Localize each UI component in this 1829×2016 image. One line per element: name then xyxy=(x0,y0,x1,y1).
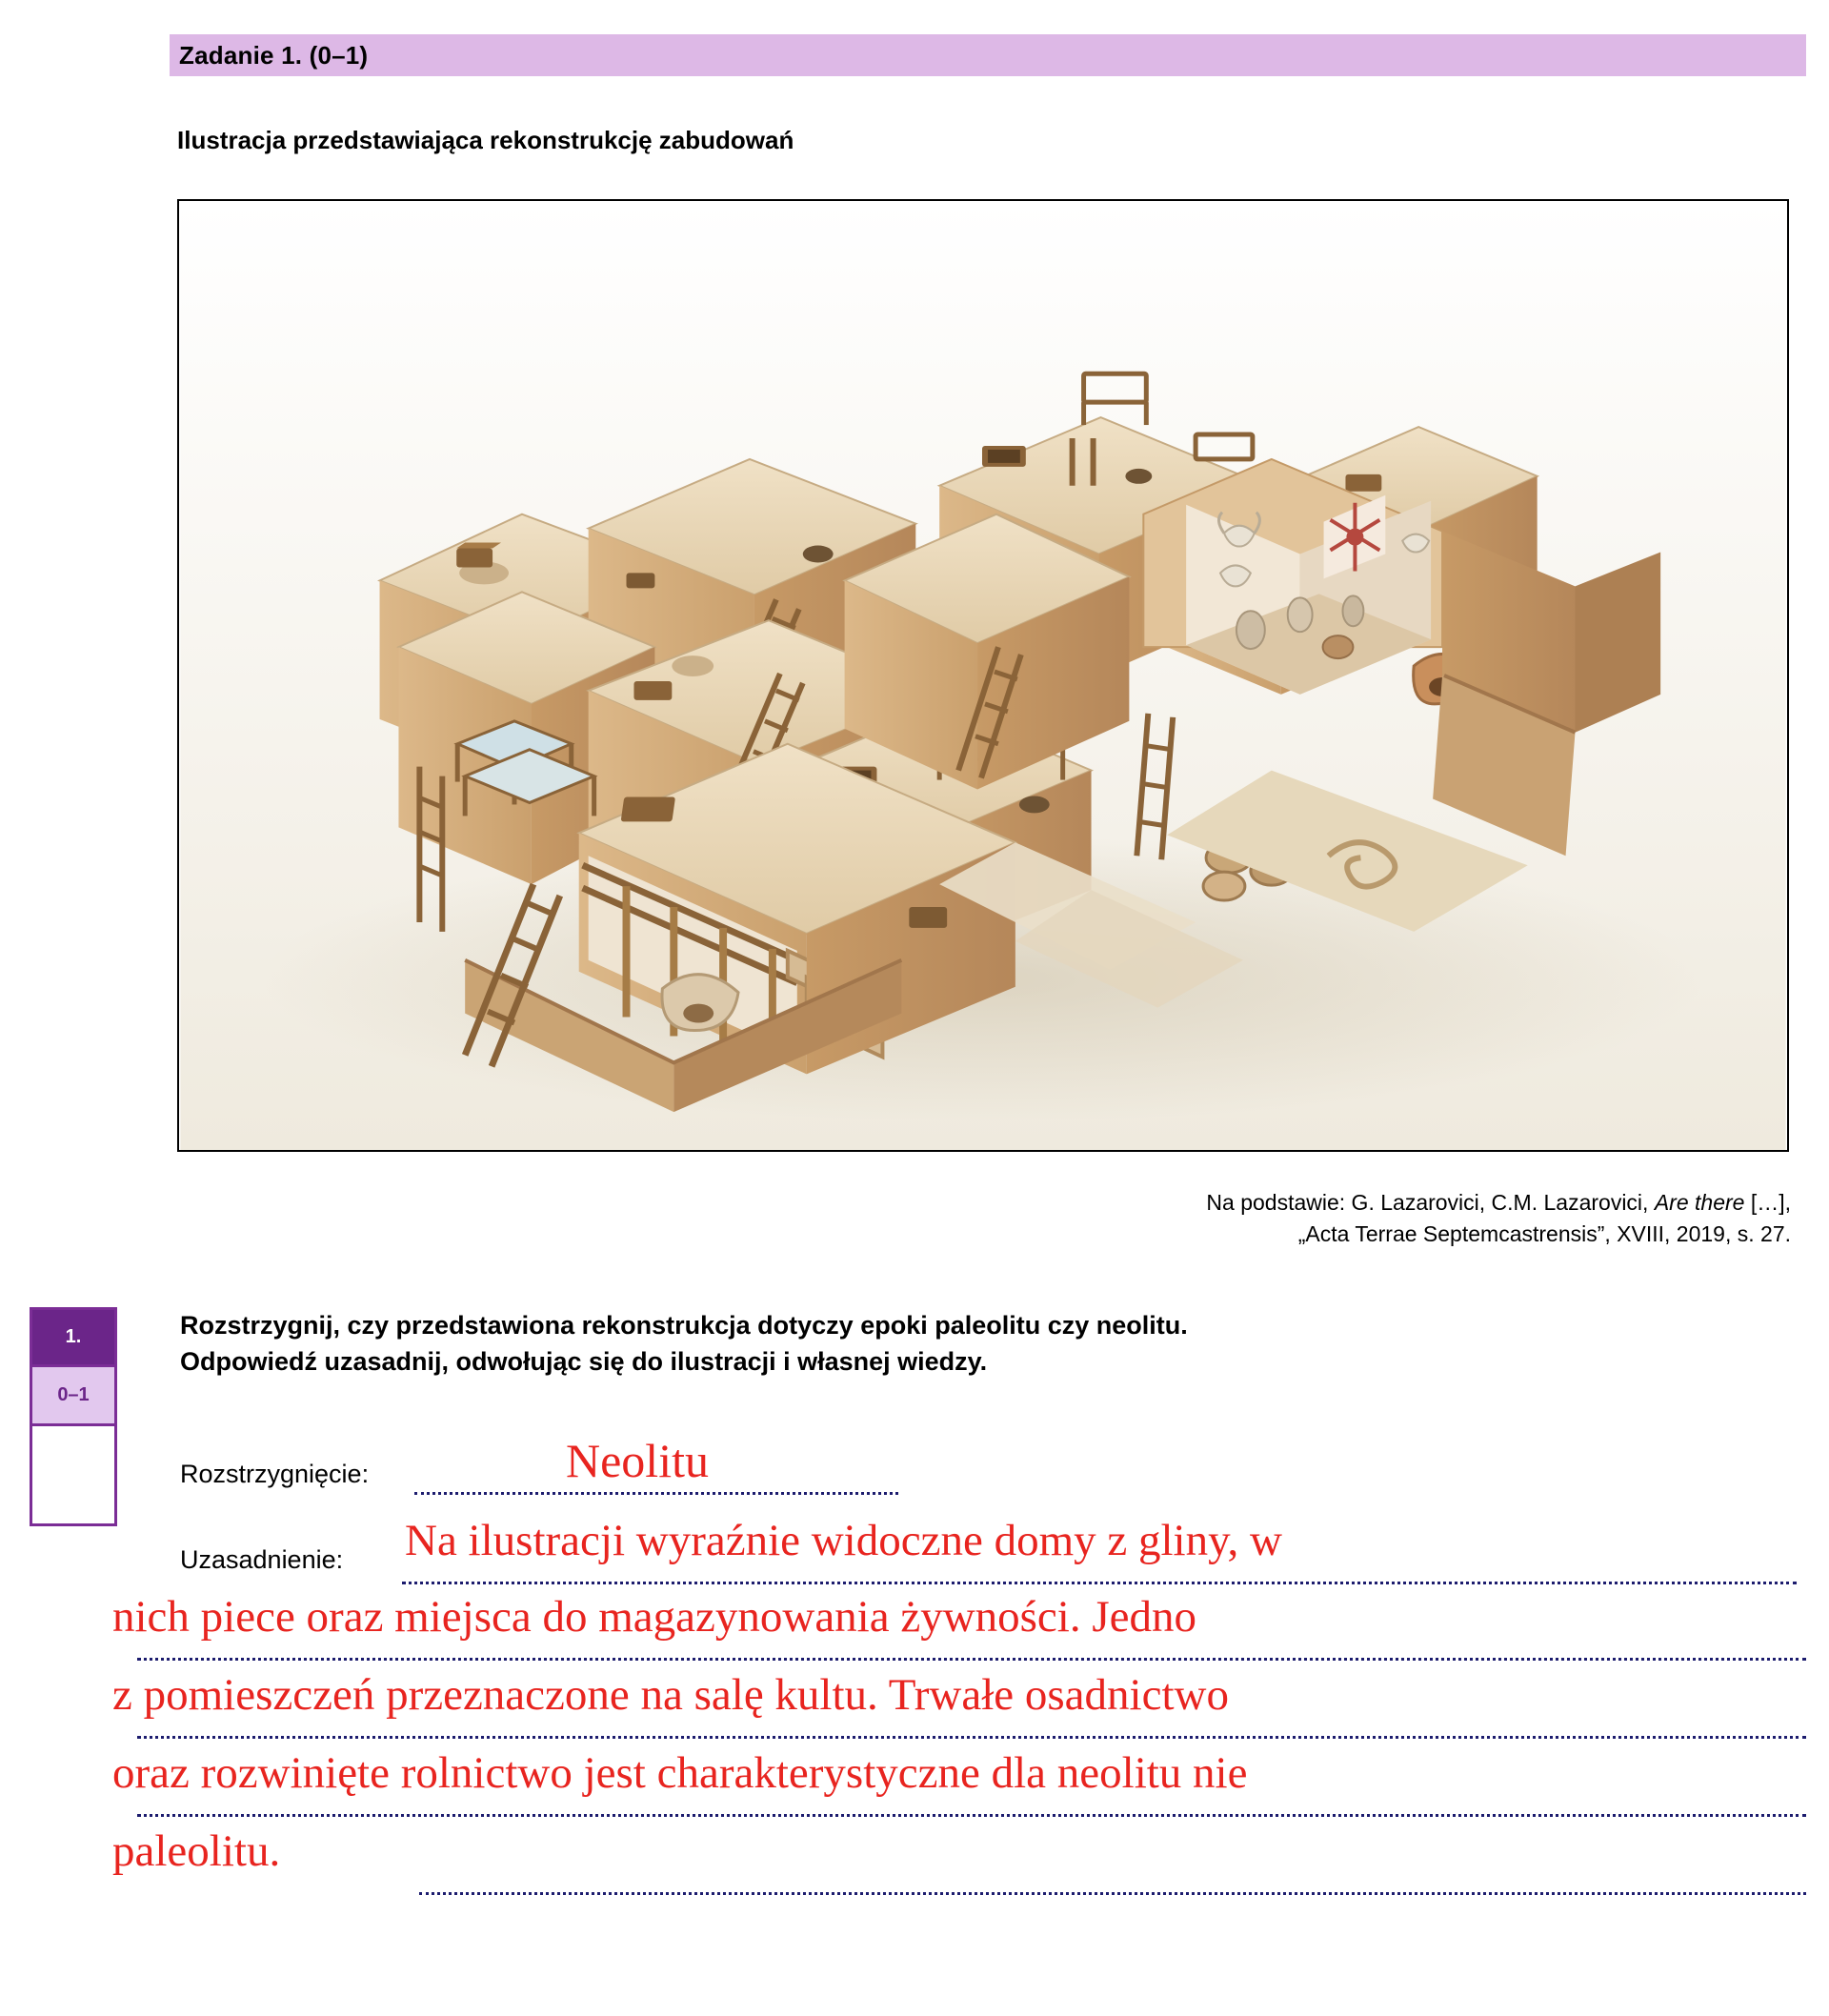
justification-dotted-line-4[interactable] xyxy=(137,1814,1806,1817)
justification-continuation-2 xyxy=(112,1589,1808,1667)
question-line-2: Odpowiedź uzasadnij, odwołując się do ilustracji i własnej wiedzy. xyxy=(180,1347,988,1377)
illustration-caption: Ilustracja przedstawiająca rekonstrukcję zabudowań xyxy=(177,126,794,154)
justification-dotted-line-5[interactable] xyxy=(419,1892,1806,1895)
decision-handwriting: Neolitu xyxy=(566,1434,709,1487)
task-header-label: Zadanie 1. (0–1) xyxy=(179,40,369,70)
justification-handwriting-line-4: oraz rozwinięte rolnictwo jest charakterystyczne dla neolitu nie xyxy=(112,1748,1248,1798)
justification-handwriting-line-5: paleolitu. xyxy=(112,1826,281,1876)
illustration-frame xyxy=(177,199,1789,1152)
justification-dotted-line-3[interactable] xyxy=(137,1736,1806,1739)
score-task-number: 1. xyxy=(32,1310,114,1367)
score-box xyxy=(30,1307,117,1526)
justification-dotted-line-2[interactable] xyxy=(137,1658,1806,1661)
source-attribution xyxy=(648,1187,1791,1251)
decision-row xyxy=(180,1429,1133,1496)
justification-continuation-5 xyxy=(112,1824,1808,1902)
source-line-1: Na podstawie: G. Lazarovici, C.M. Lazarovici, Are there […], xyxy=(1206,1190,1791,1215)
justification-dotted-line-1[interactable] xyxy=(402,1582,1797,1584)
score-awarded-cell[interactable] xyxy=(32,1426,114,1523)
score-point-range: 0–1 xyxy=(32,1367,114,1426)
justification-handwriting-line-2: nich piece oraz miejsca do magazynowania żywności. Jedno xyxy=(112,1592,1197,1642)
justification-row xyxy=(180,1515,1809,1589)
decision-label: Rozstrzygnięcie: xyxy=(180,1460,370,1488)
task-header-bar xyxy=(170,34,1806,76)
justification-handwriting-line-3: z pomieszczeń przeznaczone na salę kultu. Trwałe osadnictwo xyxy=(112,1670,1229,1720)
decision-dotted-line[interactable] xyxy=(414,1492,898,1495)
neolithic-settlement-illustration xyxy=(179,201,1787,1150)
question-line-1: Rozstrzygnij, czy przedstawiona rekonstrukcja dotyczy epoki paleolitu czy neolitu. xyxy=(180,1311,1188,1340)
source-line-2: „Acta Terrae Septemcastrensis”, XVIII, 2019, s. 27. xyxy=(1297,1221,1791,1247)
justification-continuation-4 xyxy=(112,1745,1808,1824)
justification-handwriting-line-1: Na ilustracji wyraźnie widoczne domy z gliny, w xyxy=(405,1516,1282,1565)
justification-continuation-3 xyxy=(112,1667,1808,1745)
justification-label: Uzasadnienie: xyxy=(180,1545,344,1574)
question-text xyxy=(180,1307,1799,1381)
